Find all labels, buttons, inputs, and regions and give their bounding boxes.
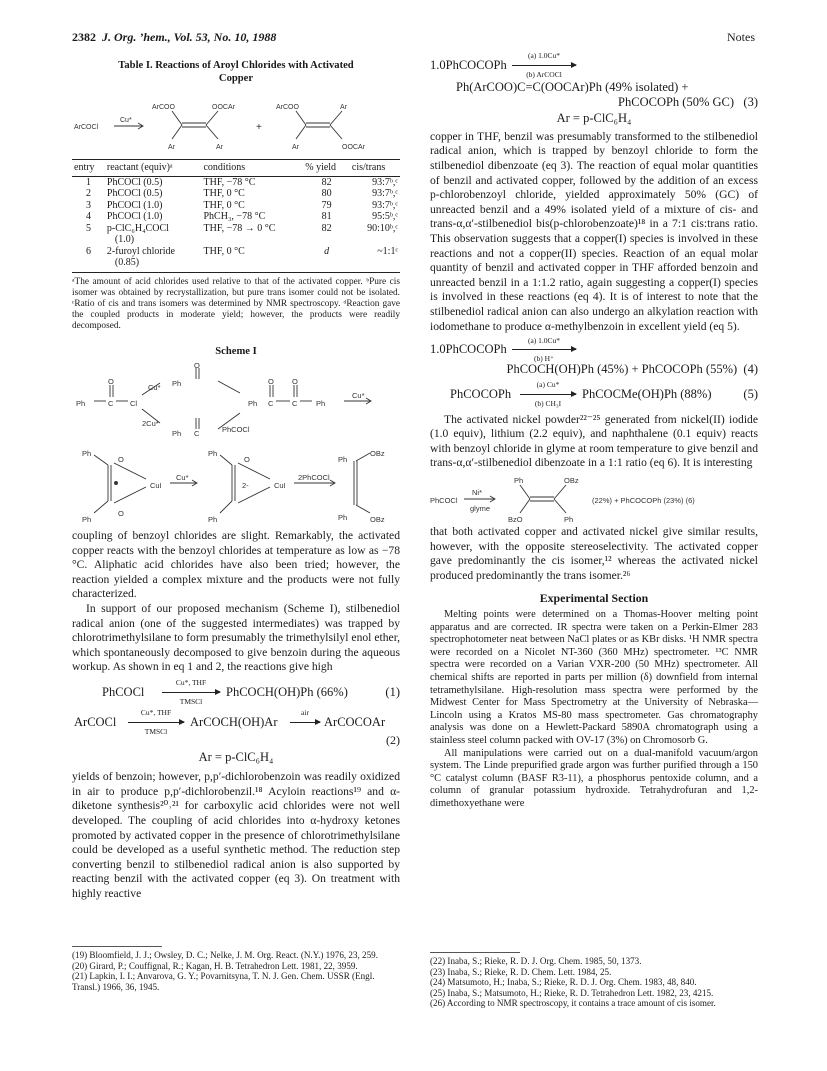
- table-header-row: entry reactant (equiv)ᵃ conditions % yield cis/trans: [72, 160, 400, 177]
- scheme-title: Scheme I: [215, 345, 257, 357]
- journal-citation: J. Org. ’hem., Vol. 53, No. 10, 1988: [102, 30, 277, 44]
- table-row: 6 2-furoyl chloride (0.85) THF, 0 °C d ~1:1ᶜ: [72, 246, 400, 273]
- table-caption: Table I. Reactions of Aroyl Chlorides with Activated Copper: [118, 60, 354, 84]
- equation-2: ArCOCl Cu*, THF TMSCl ArCOCH(OH)Ar air ArCOCOAr: [74, 708, 386, 737]
- equation-5: PhCOCOPh (a) Cu* (b) CH₃I PhCOCMe(OH)Ph (88%) (5): [450, 380, 758, 408]
- table-row: 5 p-ClC₆H₄COCl (1.0) THF, −78 → 0 °C 82 90:10ᵇ,ᶜ: [85, 222, 398, 245]
- equation-3-definition: Ar = p-ClC₆H₄: [556, 111, 632, 126]
- experimental-paragraph-1: Melting points were determined on a Thomas-Hoover melting point apparatus and are corrected. IR spectra were taken on a Perkin-Elmer 283 spectrophotometer neat between NaCl plates or as KBr disks. ¹H NMR spectra were recorded on a Nicolet NT-360 (360 MHz) spectrometer. ¹³C NMR spectra were recorded on a Varian VXR-200 (50 MHz) spectrometer. All chemical shifts are reported in parts per million (δ) downfield from internal tetramethylsilane. High-resolution mass spectra were performed by the Midwest Center for Mass Spectrometry at the University of Nebraska—Lincoln using a Kratos MS-80 mass spectrometer. Gas chromatography analysis was done on a Hewlett-Packard 5890A chromatograph using a stainless steel column packed with OV-17 (3%) on Chromosorb G.: [430, 609, 758, 746]
- page-number-journal: [72, 30, 276, 45]
- table-1: [72, 159, 400, 273]
- left-column: [72, 58, 400, 902]
- right-paragraph-1: copper in THF, benzil was presumably transformed to the stilbenediol radical anion, which is trapped by benzoyl chloride to form the stilbenediol dibenzoate (eq 3). The reaction of equal molar quantities of benzil and activated copper, followed by the addition of an excess p-chlorobenzoyl chloride, yielded approximately 50% (GC) of unreacted benzil and a 49% isolated yield of a mixture of cis- and trans-α,α′-stilbenediol bis(p-chlorobenzoate)¹⁸ in a 7:1 cis:trans ratio. This observation suggests that a copper(I) species is involved in these reactions and not a copper(II) species. Reaction of an equal molar quantity of benzil and activated copper in THF afforded benzoin and unreacted benzil in a 1:1.2 ratio, again suggesting a copper(I) species is involved in these reactions (eq 4). It is of interest to note that the stilbenediol radical anion can also undergo an alkylation reaction with iodomethane to produce α-methylbenzoin in excellent yield (eq 5).: [430, 129, 758, 333]
- footnote-25: (25) Inaba, S.; Matsumoto, H.; Rieke, R. D. Tetrahedron Lett. 1982, 23, 4215.: [430, 987, 714, 998]
- left-paragraph-2: In support of our proposed mechanism (Scheme I), stilbenediol radical anion (one of the suggested intermediates) was trapped by chlorotrimethylsilane to form presumably the trimethylsilyl enol ether, which spontaneously decomposed to give benzoin during the aqueous workup. As shown in eq 1 and 2, the reactions give high: [72, 602, 400, 674]
- equation-4-line2: PhCOCH(OH)Ph (45%) + PhCOCOPh (55%) (4): [506, 362, 758, 377]
- footnote-22: (22) Inaba, S.; Rieke, R. D. J. Org. Chem. 1985, 50, 1373.: [430, 956, 642, 966]
- experimental-section-title: Experimental Section: [539, 591, 649, 606]
- footnotes-right: [430, 956, 758, 1009]
- footnote-26: (26) According to NMR spectroscopy, it contains a trace amount of cis isomer.: [430, 998, 716, 1009]
- right-paragraph-2: The activated nickel powder²²⁻²⁵ generated from nickel(II) iodide (1.0 equiv), lithium (2.2 equiv), and naphthalene (0.1 equiv) reacts with benzoyl chloride in glyme at room temperature to give benzil and trans-α,α′-stilbenediol dibenzoate in a 1:1 ratio (eq 6). It is interesting: [430, 412, 758, 470]
- equation-1: PhCOCl Cu*, THF TMSCl PhCOCH(OH)Ph (66%) (1): [102, 678, 400, 707]
- footnote-rule-right: [430, 952, 520, 953]
- page-header: [72, 30, 755, 46]
- footnote-21: (21) Lapkin, I. I.; Anvarova, G. Y.; Povarnitsyna, T. N. J. Gen. Chem. USSR (Engl. Transl.) 1966, 36, 1945.: [72, 971, 375, 992]
- table-row: 4 PhCOCl (1.0) PhCH₃, −78 °C 81 95:5ᵇ,ᶜ: [85, 211, 398, 222]
- footnote-rule-left: [72, 946, 162, 947]
- table-row: 2 PhCOCl (0.5) THF, 0 °C 80 93:7ᵇ,ᶜ: [85, 188, 398, 199]
- table-row: 3 PhCOCl (1.0) THF, 0 °C 79 93:7ᵇ,ᶜ: [85, 199, 398, 211]
- equation-2-number: (2): [386, 733, 400, 748]
- table-reaction-scheme: ArCOCl Cu* ArCOO OOCAr Ar Ar + ArCOO Ar Ar OOCAr: [72, 89, 400, 157]
- equation-3: 1.0PhCOCOPh (a) 1.0Cu* (b) ArCOCl: [430, 54, 758, 76]
- equation-6: PhCOCl Ni* glyme Ph OBz BzO Ph (22%) + PhCOCOPh (23%) (6): [430, 471, 758, 525]
- equation-3-line2: Ph(ArCOO)C=C(OOCAr)Ph (49% isolated) +: [456, 80, 689, 94]
- table-row: 1 PhCOCl (0.5) THF, −78 °C 82 93:7ᵇ,ᶜ: [85, 176, 398, 188]
- footnote-24: (24) Matsumoto, H.; Inaba, S.; Rieke, R. D. J. Org. Chem. 1983, 48, 840.: [430, 977, 697, 988]
- table-footnotes: ᵃThe amount of acid chlorides used relative to that of the activated copper. ᵇPure cis isomer was obtained by recrystallization, but pure trans isomer could not be isolated. ᶜRatio of cis and trans isomers was determined by NMR spectroscopy. ᵈReaction gave the coupled products in moderate yield; however, the products were readily decomposed.: [72, 276, 400, 332]
- section-label: Notes: [727, 30, 755, 44]
- equation-3-line3: PhCOCOPh (50% GC) (3): [618, 94, 758, 109]
- footnote-19: (19) Bloomfield, J. J.; Owsley, D. C.; Nelke, J. M. Org. React. (N.Y.) 1976, 23, 259.: [72, 950, 378, 960]
- page-number: 2382: [72, 30, 96, 44]
- reagent-label: Cu*: [120, 117, 132, 124]
- right-paragraph-3: that both activated copper and activated nickel give similar results, however, with the opposite stereoselectivity. The activated copper gave predominantly the cis isomer,¹² whereas the activated nickel produced predominantly the trans isomer.²⁶: [430, 525, 758, 582]
- equation-2-definition: Ar = p-ClC₆H₄: [198, 749, 274, 764]
- equation-4: 1.0PhCOCOPh (a) 1.0Cu* (b) H⁺: [430, 338, 758, 360]
- footnotes-left: [72, 950, 400, 992]
- scheme-1: O O O O Ph C Cl Ph Cu* Ph C C Ph Cu* 2Cu* Ph C PhCOCl Ph O O Ph CuI Cu* Ph O 2- CuI Ph 2PhCOCl Ph OBz Ph OBz: [72, 363, 400, 529]
- right-column: [430, 51, 758, 811]
- left-paragraph-3: yields of benzoin; however, p,p′-dichlorobenzoin was readily oxidized in air to produce p,p′-dichlorobenzil.¹⁸ Acyloin reactions¹⁹ and α-diketone synthesis²⁰˒²¹ for carboxylic acid chlorides were not well developed. The coupling of acid chlorides into α-hydroxy ketones promoted by activated copper in the presence of chlorotrimethylsilane could be developed as a useful synthetic method. The reduction step converting benzil to stilbenediol radical anion is also supported by reacting benzil with the activated copper (eq 3). On treatment with highly reactive: [72, 770, 400, 900]
- left-paragraph-1: coupling of benzoyl chlorides are slight. Remarkably, the activated copper reacts with the benzoyl chlorides at temperature as low as −78 °C. Aliphatic acid chlorides have also been tried; however, the reaction yielded a complex mixture and the products were not fully characterized.: [72, 529, 400, 601]
- scheme-1-svg: [72, 363, 400, 529]
- footnote-20: (20) Girard, P.; Couffignal, R.; Kagan, H. B. Tetrahedron Lett. 1981, 22, 3959.: [72, 960, 358, 971]
- footnote-23: (23) Inaba, S.; Rieke, R. D. Chem. Lett. 1984, 25.: [430, 966, 612, 977]
- reactant-label: ArCOCl: [74, 124, 99, 131]
- experimental-paragraph-2: All manipulations were carried out on a dual-manifold vacuum/argon system. The Linde prepurified grade argon was further purified through a 150 °C catalyst column (BASF R3-11), a phosphorus pentoxide column, and a column of granular potassium hydroxide. Tetrahydrofuran and 1,2-dimethoxyethane were: [430, 747, 758, 809]
